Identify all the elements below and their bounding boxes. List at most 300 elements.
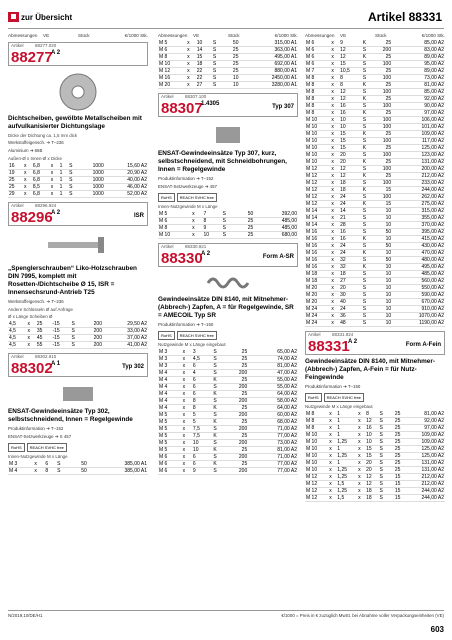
table-cell: 1 <box>336 411 357 418</box>
table-cell: 16 <box>339 229 362 236</box>
table-cell: 200,00 A2 <box>392 166 445 173</box>
product-title: Dichtscheiben, gewölbte Metallscheiben mit aufvulkanisierter Dichtungslage <box>8 115 142 130</box>
table-cell: S <box>212 363 224 370</box>
table-cell: 24 <box>339 306 362 313</box>
table-cell: S <box>379 460 388 467</box>
table-cell: 1 <box>336 432 357 439</box>
table-row <box>305 75 445 82</box>
table-cell: S <box>379 481 388 488</box>
table-cell: 880,00 A1 <box>239 68 298 75</box>
table-cell: x <box>328 425 336 432</box>
table-cell: 40,00 A2 <box>105 177 148 184</box>
reach-badge: REACH SVHC free <box>27 443 67 452</box>
table-cell: M 10 <box>305 138 330 145</box>
table-cell: 10 <box>372 306 392 313</box>
table-row <box>305 222 445 229</box>
table-cell: x <box>186 40 196 47</box>
table-cell: 15 <box>339 131 362 138</box>
table-cell: 680,00 <box>254 232 298 239</box>
table-row <box>158 82 298 89</box>
table-cell: 50 <box>372 257 392 264</box>
table-cell: 25 <box>372 96 392 103</box>
table-cell: 692,00 A1 <box>239 61 298 68</box>
table-cell: 244,00 A2 <box>401 488 445 495</box>
table-row <box>305 61 445 68</box>
table-cell: 25 <box>8 177 23 184</box>
table-row <box>158 447 298 454</box>
article-box-88296[interactable]: Artikel 88296.924 88296 A 2 ISR <box>8 202 148 226</box>
table-cell: x <box>27 335 36 342</box>
table-cell: M 12 <box>305 474 328 481</box>
table-cell: M 6 <box>158 468 182 475</box>
table-cell: 24 <box>339 243 362 250</box>
table-cell: 15 <box>339 138 362 145</box>
table-cell: 73,00 A2 <box>392 75 445 82</box>
compliance-badges <box>305 393 445 402</box>
table-cell: x <box>330 145 339 152</box>
table-cell: 10 <box>372 285 392 292</box>
table-88296 <box>8 321 148 349</box>
table-cell: x <box>330 110 339 117</box>
table-row <box>305 110 445 117</box>
table-cell: 25 <box>388 411 401 418</box>
table-row <box>158 370 298 377</box>
table-row <box>305 96 445 103</box>
table-cell: 25 <box>235 218 254 225</box>
table-cell: 10 <box>365 439 378 446</box>
table-cell: 20 <box>339 285 362 292</box>
table-cell: 28 <box>339 222 362 229</box>
table-row <box>305 173 445 180</box>
table-row <box>305 68 445 75</box>
table-cell: 20 <box>365 467 378 474</box>
table-cell: -15 <box>51 342 70 349</box>
table-cell: 10 <box>372 278 392 285</box>
material-link[interactable]: Werkstoffeigensch. ➔ T–236 <box>8 140 64 145</box>
table-cell: 100 <box>372 166 392 173</box>
table-cell: M 6 <box>158 47 186 54</box>
table-cell: K <box>362 159 372 166</box>
table-cell: 12 <box>365 481 378 488</box>
table-cell: 12 <box>365 418 378 425</box>
table-cell: x <box>330 187 339 194</box>
table-cell: S <box>379 418 388 425</box>
table-row <box>158 440 298 447</box>
table-cell: M 20 <box>158 82 186 89</box>
table-cell: M 8 <box>305 110 330 117</box>
table-cell: 4,5 <box>8 335 27 342</box>
table-88277 <box>8 163 148 198</box>
table-cell: M 24 <box>305 306 330 313</box>
table-cell: x <box>182 419 192 426</box>
table-row <box>158 398 298 405</box>
product-image-ensat-307 <box>158 123 298 147</box>
table-cell: x <box>328 474 336 481</box>
table-cell: M 6 <box>305 54 330 61</box>
table-cell: 29 <box>8 191 23 198</box>
table-cell: x <box>328 418 336 425</box>
table-cell: 25 <box>372 173 392 180</box>
table-cell: 262,00 A2 <box>392 194 445 201</box>
article-box-88307[interactable]: Artikel 88307.100 88307 1.4305 Typ 307 <box>158 93 298 117</box>
table-cell: 315,00 A1 <box>239 40 298 47</box>
table-cell: x <box>330 96 339 103</box>
compliance-badges <box>158 331 298 340</box>
table-cell: 18 <box>339 271 362 278</box>
table-cell: 27 <box>196 82 212 89</box>
table-cell: S <box>222 218 236 225</box>
table-cell: 200 <box>82 321 103 328</box>
table-cell: 1 <box>59 177 68 184</box>
table-cell: x <box>330 201 339 208</box>
table-cell: 24 <box>339 250 362 257</box>
table-row <box>305 131 445 138</box>
table-cell: 8 <box>339 75 362 82</box>
table-cell: S <box>362 299 372 306</box>
table-cell: M 12 <box>305 201 330 208</box>
table-cell: S <box>362 306 372 313</box>
table-cell: 20 <box>339 159 362 166</box>
table-cell: 100 <box>372 75 392 82</box>
table-cell: S <box>362 68 372 75</box>
table-cell: 560,00 A2 <box>392 278 445 285</box>
table-cell: x <box>50 177 59 184</box>
table-cell: x <box>330 159 339 166</box>
table-cell: M 24 <box>305 320 330 327</box>
table-cell: x <box>330 215 339 222</box>
table-row <box>305 453 445 460</box>
table-cell: 5 <box>192 412 212 419</box>
table-cell: 1000 <box>79 184 105 191</box>
table-cell: K <box>362 96 372 103</box>
table-cell: K <box>362 173 372 180</box>
table-cell: 95,00 A2 <box>392 61 445 68</box>
article-box-88302[interactable]: Artikel 88302.910 88302 A 1 Typ 302 <box>8 353 148 377</box>
table-cell: x <box>330 82 339 89</box>
table-cell: M 10 <box>305 446 328 453</box>
table-cell: 6,8 <box>32 163 50 170</box>
table-cell: M 10 <box>158 61 186 68</box>
table-cell: M 12 <box>305 180 330 187</box>
table-cell: 77,00 A2 <box>248 461 298 468</box>
table-cell: S <box>379 411 388 418</box>
table-cell: 29,50 A2 <box>103 321 148 328</box>
table-cell: 14 <box>339 208 362 215</box>
material-badge: A 2 <box>51 50 61 56</box>
back-to-overview-link[interactable] <box>8 12 72 22</box>
rohs-badge: RoHS <box>8 443 25 452</box>
table-cell: 1000 <box>79 170 105 177</box>
table-cell: x <box>50 170 59 177</box>
table-cell: 125,00 A2 <box>401 453 445 460</box>
table-row <box>305 40 445 47</box>
table-cell: M 7 <box>305 68 330 75</box>
table-cell: M 16 <box>305 264 330 271</box>
table-row <box>305 236 445 243</box>
table-row <box>305 250 445 257</box>
table-cell: 10 <box>203 232 222 239</box>
table-row <box>8 335 148 342</box>
table-cell: M 5 <box>158 433 182 440</box>
table-row <box>8 461 148 468</box>
article-box-88330[interactable]: Artikel 88330.921 88330 A 2 Form A-SR <box>158 243 298 267</box>
table-cell: 71,00 A2 <box>248 426 298 433</box>
table-cell: M 12 <box>305 187 330 194</box>
table-cell: x <box>33 468 44 475</box>
table-cell: K <box>362 264 372 271</box>
table-cell: 15 <box>388 495 401 502</box>
table-cell: S <box>212 440 224 447</box>
table-cell: 9 <box>339 40 362 47</box>
table-cell: x <box>328 488 336 495</box>
table-cell: 9 <box>192 468 212 475</box>
table-cell: 32 <box>339 257 362 264</box>
table-cell: 6 <box>192 384 212 391</box>
table-cell: 20 <box>339 152 362 159</box>
table-row <box>305 285 445 292</box>
table-cell: M 12 <box>158 68 186 75</box>
table-cell: 100 <box>372 152 392 159</box>
table-cell: M 16 <box>305 243 330 250</box>
table-cell: 16 <box>339 110 362 117</box>
table-cell: x <box>330 68 339 75</box>
table-cell: x <box>182 433 192 440</box>
compliance-badges <box>158 193 298 202</box>
table-cell: M 12 <box>305 194 330 201</box>
table-cell: S <box>212 54 223 61</box>
table-cell: K <box>212 377 224 384</box>
table-cell: 1190,00 A2 <box>392 320 445 327</box>
table-cell: M 14 <box>305 208 330 215</box>
table-cell: 25 <box>388 439 401 446</box>
table-cell: 25 <box>235 232 254 239</box>
footer-code: N/2019,10/DE/H1 <box>8 613 43 618</box>
table-cell: x <box>357 439 365 446</box>
table-cell: x <box>182 398 192 405</box>
table-cell: 50 <box>223 40 239 47</box>
table-cell: M 12 <box>305 488 328 495</box>
table-cell: 117,00 A2 <box>392 138 445 145</box>
table-cell: x <box>186 82 196 89</box>
table-cell: 100 <box>372 89 392 96</box>
table-cell: 100 <box>372 103 392 110</box>
table-cell: 1,25 <box>336 474 357 481</box>
table-row <box>158 454 298 461</box>
table-cell: S <box>212 454 224 461</box>
table-row <box>158 412 298 419</box>
table-cell: S <box>68 184 79 191</box>
table-cell: 22 <box>196 75 212 82</box>
table-cell: 10 <box>372 208 392 215</box>
table-row <box>305 292 445 299</box>
table-cell: 6,8 <box>32 191 50 198</box>
table-cell: 212,00 A2 <box>401 481 445 488</box>
table-cell: 25 <box>388 467 401 474</box>
table-cell: 25 <box>225 363 249 370</box>
table-cell: x <box>330 75 339 82</box>
table-cell: 1000 <box>79 191 105 198</box>
table-cell: x <box>328 495 336 502</box>
table-cell: x <box>50 191 59 198</box>
table-cell: M 14 <box>305 215 330 222</box>
table-cell: K <box>362 236 372 243</box>
table-row <box>305 460 445 467</box>
table-cell: S <box>362 75 372 82</box>
table-cell: x <box>182 356 192 363</box>
table-cell: x <box>330 292 339 299</box>
table-cell: S <box>362 152 372 159</box>
table-row <box>305 299 445 306</box>
table-row <box>305 89 445 96</box>
table-cell: M 8 <box>158 225 191 232</box>
table-cell: S <box>212 356 224 363</box>
table-row <box>158 75 298 82</box>
table-cell: x <box>330 208 339 215</box>
article-box-88331[interactable]: Artikel 88331.924 88331 A 2 Form A-Fein <box>305 331 445 355</box>
table-cell: 244,00 A2 <box>392 187 445 194</box>
table-row <box>8 163 148 170</box>
table-cell: 1,5 <box>336 495 357 502</box>
table-cell: M 3 <box>158 356 182 363</box>
table-cell: x <box>330 173 339 180</box>
table-cell: M 5 <box>158 419 182 426</box>
table-cell: x <box>182 370 192 377</box>
table-row <box>158 349 298 356</box>
table-cell: 15 <box>388 488 401 495</box>
table-cell: K <box>362 110 372 117</box>
table-cell: 123,00 A2 <box>392 152 445 159</box>
table-cell: 363,00 A1 <box>239 47 298 54</box>
table-cell: 25 <box>223 68 239 75</box>
table-cell: 25 <box>372 110 392 117</box>
table-cell: M 10 <box>305 439 328 446</box>
table-cell: x <box>23 184 32 191</box>
table-cell: S <box>362 180 372 187</box>
table-cell: 45 <box>36 335 52 342</box>
table-cell: x <box>328 460 336 467</box>
table-cell: x <box>182 377 192 384</box>
table-cell: 33,00 A2 <box>103 328 148 335</box>
table-cell: x <box>357 432 365 439</box>
table-cell: S <box>362 124 372 131</box>
table-cell: S <box>379 439 388 446</box>
table-cell: 8 <box>339 82 362 89</box>
table-cell: 12 <box>339 96 362 103</box>
table-cell: x <box>357 411 365 418</box>
table-cell: 64,00 A2 <box>248 405 298 412</box>
table-cell: S <box>362 215 372 222</box>
table-cell: x <box>182 349 192 356</box>
table-cell: 58,00 A2 <box>248 398 298 405</box>
table-cell: S <box>212 412 224 419</box>
table-cell: S <box>362 285 372 292</box>
rohs-badge: RoHS <box>158 331 175 340</box>
table-cell: x <box>182 391 192 398</box>
table-cell: M 10 <box>305 117 330 124</box>
table-cell: 40 <box>339 299 362 306</box>
table-cell: 41,00 A2 <box>103 342 148 349</box>
table-row <box>8 342 148 349</box>
table-cell: x <box>328 446 336 453</box>
table-cell: M 4 <box>158 405 182 412</box>
table-row <box>305 138 445 145</box>
table-cell: 90,00 A2 <box>392 103 445 110</box>
table-cell: M 16 <box>305 236 330 243</box>
table-cell: M 5 <box>158 426 182 433</box>
page-number: 603 <box>430 625 444 634</box>
table-cell: S <box>56 461 69 468</box>
table-cell: 50 <box>69 468 88 475</box>
table-cell: M 24 <box>305 313 330 320</box>
table-cell: 200 <box>225 370 249 377</box>
table-cell: 8,5 <box>32 184 50 191</box>
table-cell: 77,00 A2 <box>248 433 298 440</box>
table-cell: M 3 <box>158 349 182 356</box>
table-cell: 125,00 A2 <box>401 446 445 453</box>
table-cell: 125,00 A2 <box>392 145 445 152</box>
table-cell: 1,25 <box>336 467 357 474</box>
table-cell: S <box>212 68 223 75</box>
article-box-88277[interactable]: Artikel 88277.020 88277 A 2 <box>8 42 148 66</box>
table-row <box>305 54 445 61</box>
rohs-badge: RoHS <box>158 193 175 202</box>
table-cell: 46,00 A2 <box>105 184 148 191</box>
table-cell: 89,00 A2 <box>392 54 445 61</box>
table-cell: 200 <box>225 398 249 405</box>
table-cell: M 10 <box>305 152 330 159</box>
table-cell: x <box>182 454 192 461</box>
table-cell: 15 <box>365 446 378 453</box>
table-cell: 1 <box>336 425 357 432</box>
table-cell: 25 <box>388 446 401 453</box>
table-cell: S <box>379 432 388 439</box>
table-cell: 25 <box>388 418 401 425</box>
table-cell: M 4 <box>158 377 182 384</box>
table-cell: 15 <box>339 61 362 68</box>
table-cell: 109,00 A2 <box>401 432 445 439</box>
table-cell: M 8 <box>305 75 330 82</box>
table-cell: x <box>357 495 365 502</box>
table-cell: 25 <box>372 54 392 61</box>
table-cell: 131,00 A2 <box>401 467 445 474</box>
table-row <box>305 474 445 481</box>
table-88331 <box>305 411 445 502</box>
table-cell: M 16 <box>158 75 186 82</box>
table-cell: S <box>362 222 372 229</box>
table-cell: M 16 <box>305 229 330 236</box>
table-88330 <box>158 349 298 475</box>
table-cell: 8 <box>192 398 212 405</box>
table-cell: S <box>222 211 236 218</box>
table-row <box>158 468 298 475</box>
table-cell: 10 <box>339 124 362 131</box>
table-cell: 55 <box>36 342 52 349</box>
table-cell: S <box>362 89 372 96</box>
table-cell: 18 <box>196 61 212 68</box>
table-cell: 1070,00 A2 <box>392 313 445 320</box>
table-cell: 12 <box>365 474 378 481</box>
table-cell: x <box>182 426 192 433</box>
table-cell: x <box>191 218 202 225</box>
table-cell: M 6 <box>305 40 330 47</box>
table-cell: x <box>27 328 36 335</box>
table-cell: 415,00 A2 <box>392 236 445 243</box>
table-cell: 25 <box>225 447 249 454</box>
table-cell: 106,00 A2 <box>392 117 445 124</box>
table-cell: 36 <box>339 313 362 320</box>
table-row <box>305 446 445 453</box>
table-cell: M 6 <box>305 47 330 54</box>
